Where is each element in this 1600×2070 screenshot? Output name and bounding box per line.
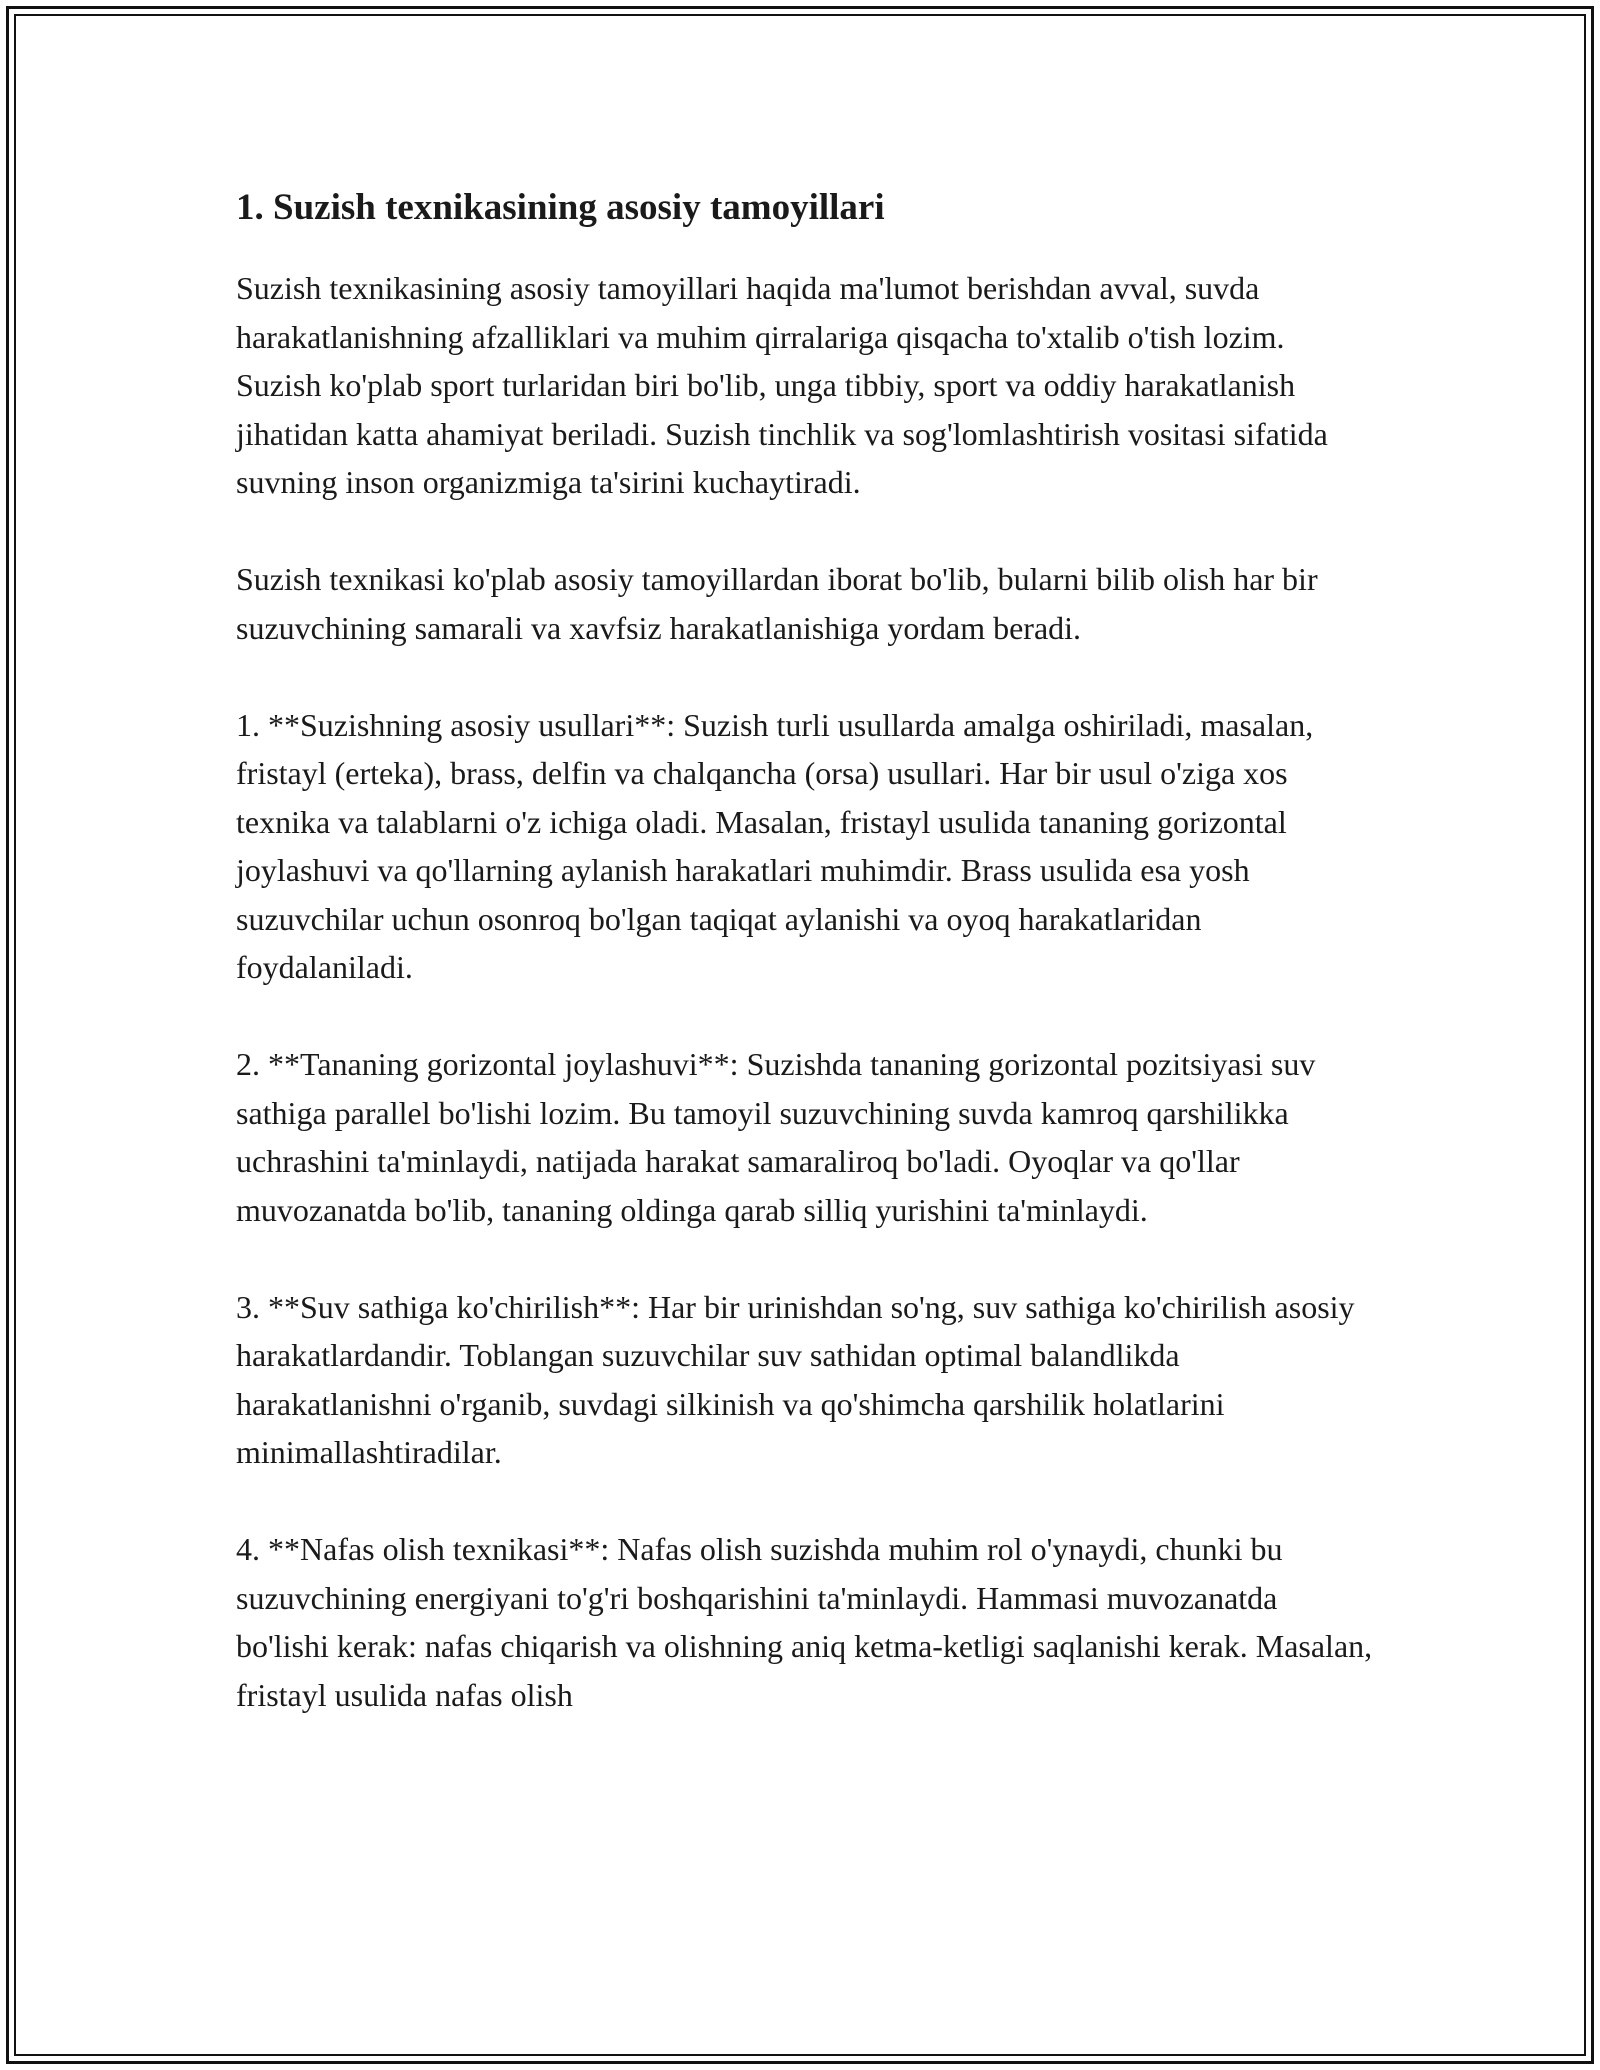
paragraph-item-3: 3. **Suv sathiga ko'chirilish**: Har bir urinishdan so'ng, suv sathiga ko'chirilish asosiy harakatlardandir. Toblangan suzuvchilar suv sathidan optimal balandlikda harakatlanishni o'rganib, suvdagi silkinish va qo'shimcha qarshilik holatlarini minimallashtiradilar. [236,1288,1355,1470]
paragraph-item-1: 1. **Suzishning asosiy usullari**: Suzish turli usullarda amalga oshiriladi, masalan, fristayl (erteka), brass, delfin va chalqancha (orsa) usullari. Har bir usul o'ziga xos texnika va talablarni o'z ichiga oladi. Masalan, fristayl usulida tananing gorizontal joylashuvi va qo'llarning aylanish harakatlari muhimdir. Brass usulida esa yosh suzuvchilar uchun osonroq bo'lgan taqiqat aylanishi va oyoq harakatlaridan foydalaniladi. [236,706,1314,985]
section-title: 1. Suzish texnikasining asosiy tamoyillari [236,187,885,228]
document-page [236,184,1376,1768]
paragraph-overview: Suzish texnikasi ko'plab asosiy tamoyillardan iborat bo'lib, bularni bilib olish har bir suzuvchining samarali va xavfsiz harakatlanishiga yordam beradi. [236,561,1318,646]
paragraph-intro: Suzish texnikasining asosiy tamoyillari haqida ma'lumot berishdan avval, suvda harakatlanishning afzalliklari va muhim qirralariga qisqacha to'xtalib o'tish lozim. Suzish ko'plab sport turlaridan biri bo'lib, unga tibbiy, sport va oddiy harakatlanish jihatidan katta ahamiyat beriladi. Suzish tinchlik va sog'lomlashtirish vositasi sifatida suvning inson organizmiga ta'sirini kuchaytiradi. [236,270,1328,500]
paragraph-item-4: 4. **Nafas olish texnikasi**: Nafas olish suzishda muhim rol o'ynaydi, chunki bu suzuvchining energiyani to'g'ri boshqarishini ta'minlaydi. Hammasi muvozanatda bo'lishi kerak: nafas chiqarish va olishning aniq ketma-ketligi saqlanishi kerak. Masalan, fristayl usulida nafas olish [236,1531,1373,1713]
paragraph-item-2: 2. **Tananing gorizontal joylashuvi**: Suzishda tananing gorizontal pozitsiyasi suv sathiga parallel bo'lishi lozim. Bu tamoyil suzuvchining suvda kamroq qarshilikka uchrashini ta'minlaydi, natijada harakat samaraliroq bo'ladi. Oyoqlar va qo'llar muvozanatda bo'lib, tananing oldinga qarab silliq yurishini ta'minlaydi. [236,1046,1316,1228]
